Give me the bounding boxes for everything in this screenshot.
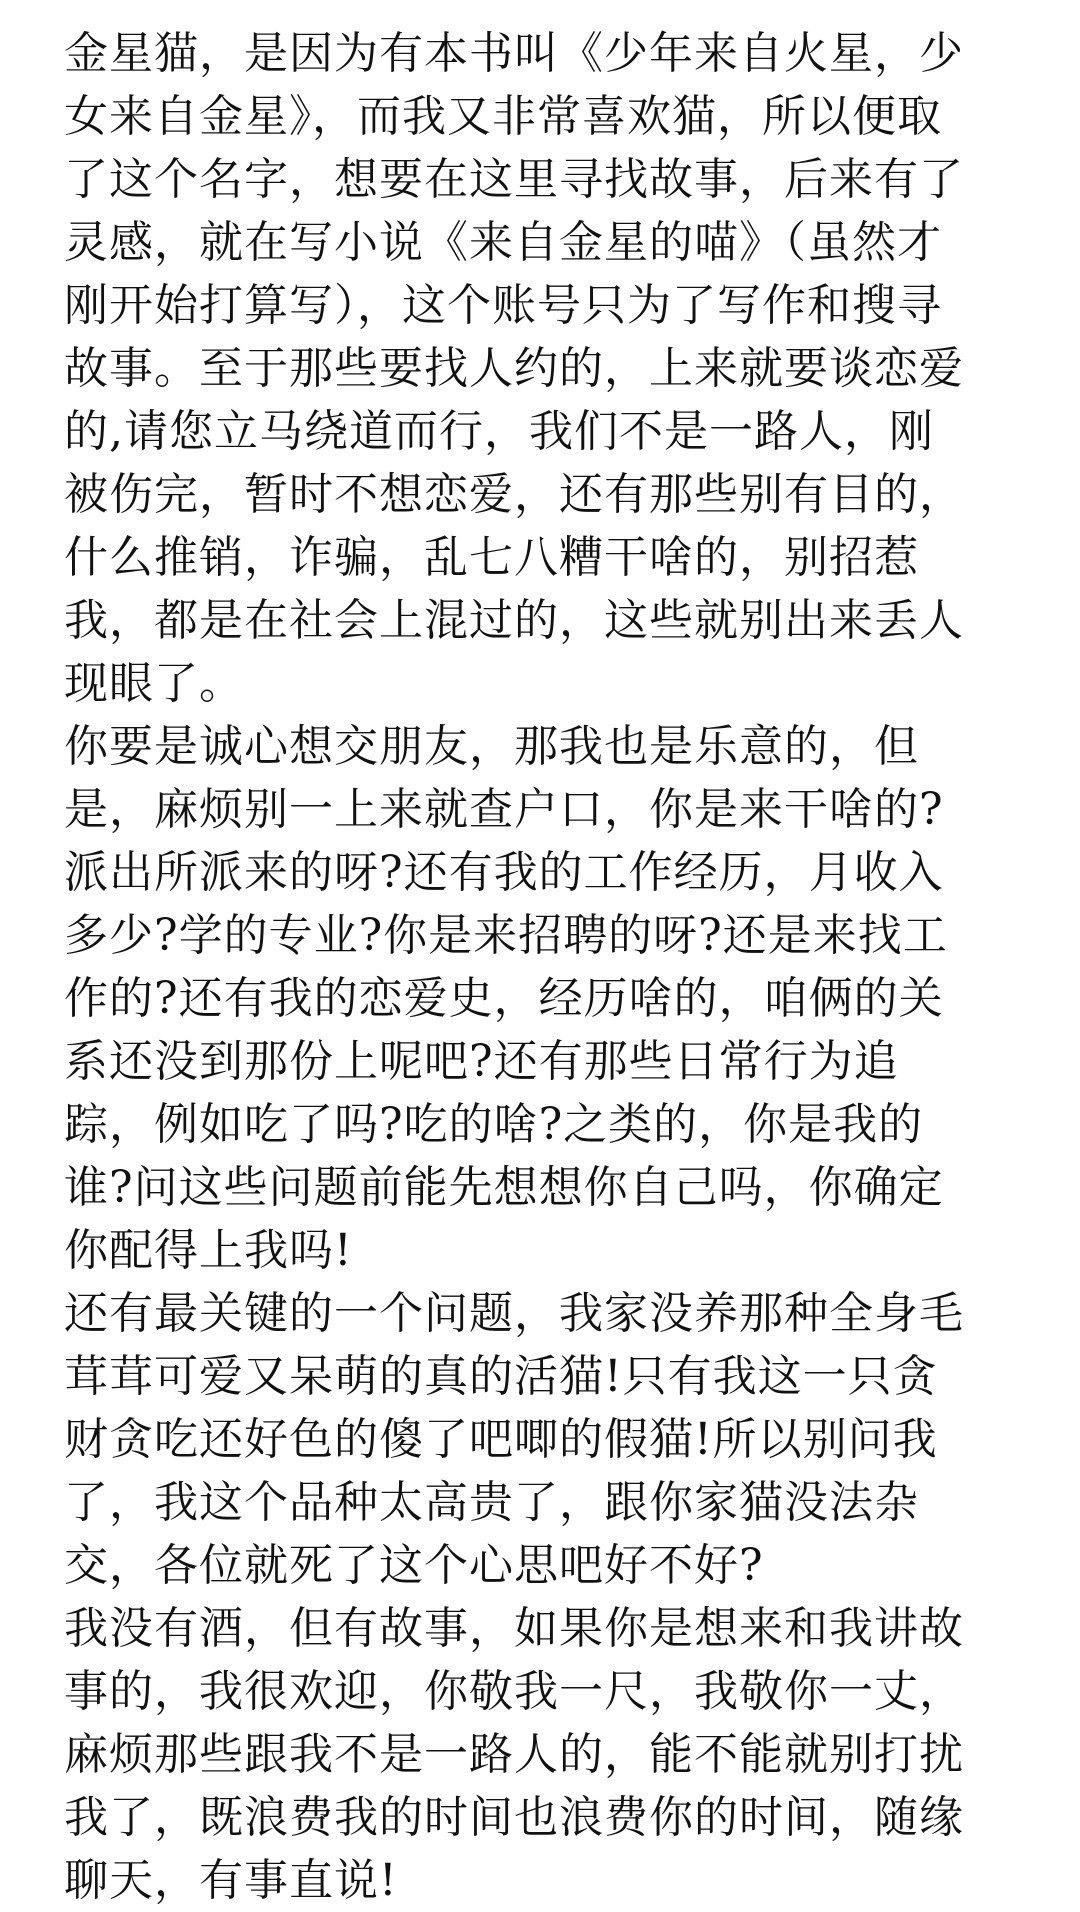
text-line: 聊天，有事直说! xyxy=(64,1855,398,1906)
text-line: 被伤完，暂时不想恋爱，还有那些别有目的， xyxy=(64,469,964,520)
text-line: 故事。至于那些要找人约的，上来就要谈恋爱 xyxy=(64,343,964,394)
text-line: 系还没到那份上呢吧?还有那些日常行为追 xyxy=(64,1036,899,1087)
text-line: 谁?问这些问题前能先想想你自己吗，你确定 xyxy=(64,1162,944,1213)
text-line: 作的?还有我的恋爱史，经历啥的，咱俩的关 xyxy=(64,973,944,1024)
text-line: 还有最关键的一个问题，我家没养那种全身毛 xyxy=(64,1288,964,1339)
text-line: 踪，例如吃了吗?吃的啥?之类的，你是我的 xyxy=(64,1099,924,1150)
text-line: 交，各位就死了这个心思吧好不好? xyxy=(64,1540,764,1591)
text-line: 我没有酒，但有故事，如果你是想来和我讲故 xyxy=(64,1603,964,1654)
text-line: 我了，既浪费我的时间也浪费你的时间，随缘 xyxy=(64,1792,964,1843)
text-line: 财贪吃还好色的傻了吧唧的假猫!所以别问我 xyxy=(64,1414,938,1465)
text-line: 刚开始打算写），这个账号只为了写作和搜寻 xyxy=(64,280,942,331)
text-line: 什么推销，诈骗，乱七八糟干啥的，别招惹 xyxy=(64,532,919,583)
text-line: 现眼了。 xyxy=(64,658,244,709)
text-line: 女来自金星》，而我又非常喜欢猫，所以便取 xyxy=(64,91,942,142)
text-line: 麻烦那些跟我不是一路人的，能不能就别打扰 xyxy=(64,1729,964,1780)
profile-text xyxy=(64,22,1034,1912)
text-line: 事的，我很欢迎，你敬我一尺，我敬你一丈， xyxy=(64,1666,964,1717)
text-line: 的,请您立马绕道而行，我们不是一路人，刚 xyxy=(64,406,934,457)
text-line: 派出所派来的呀?还有我的工作经历，月收入 xyxy=(64,847,944,898)
text-line: 是，麻烦别一上来就查户口，你是来干啥的? xyxy=(64,784,944,835)
text-line: 多少?学的专业?你是来招聘的呀?还是来找工 xyxy=(64,910,948,961)
text-line: 灵感，就在写小说《来自金星的喵》（虽然才 xyxy=(64,217,942,268)
text-line: 了这个名字，想要在这里寻找故事，后来有了 xyxy=(64,154,964,205)
text-line: 了，我这个品种太高贵了，跟你家猫没法杂 xyxy=(64,1477,919,1528)
text-line: 茸茸可爱又呆萌的真的活猫!只有我这一只贪 xyxy=(64,1351,938,1402)
text-line: 你要是诚心想交朋友，那我也是乐意的，但 xyxy=(64,721,919,772)
text-line: 你配得上我吗! xyxy=(64,1225,353,1276)
text-line: 金星猫，是因为有本书叫《少年来自火星，少 xyxy=(64,28,964,79)
text-line: 我，都是在社会上混过的，这些就别出来丢人 xyxy=(64,595,964,646)
